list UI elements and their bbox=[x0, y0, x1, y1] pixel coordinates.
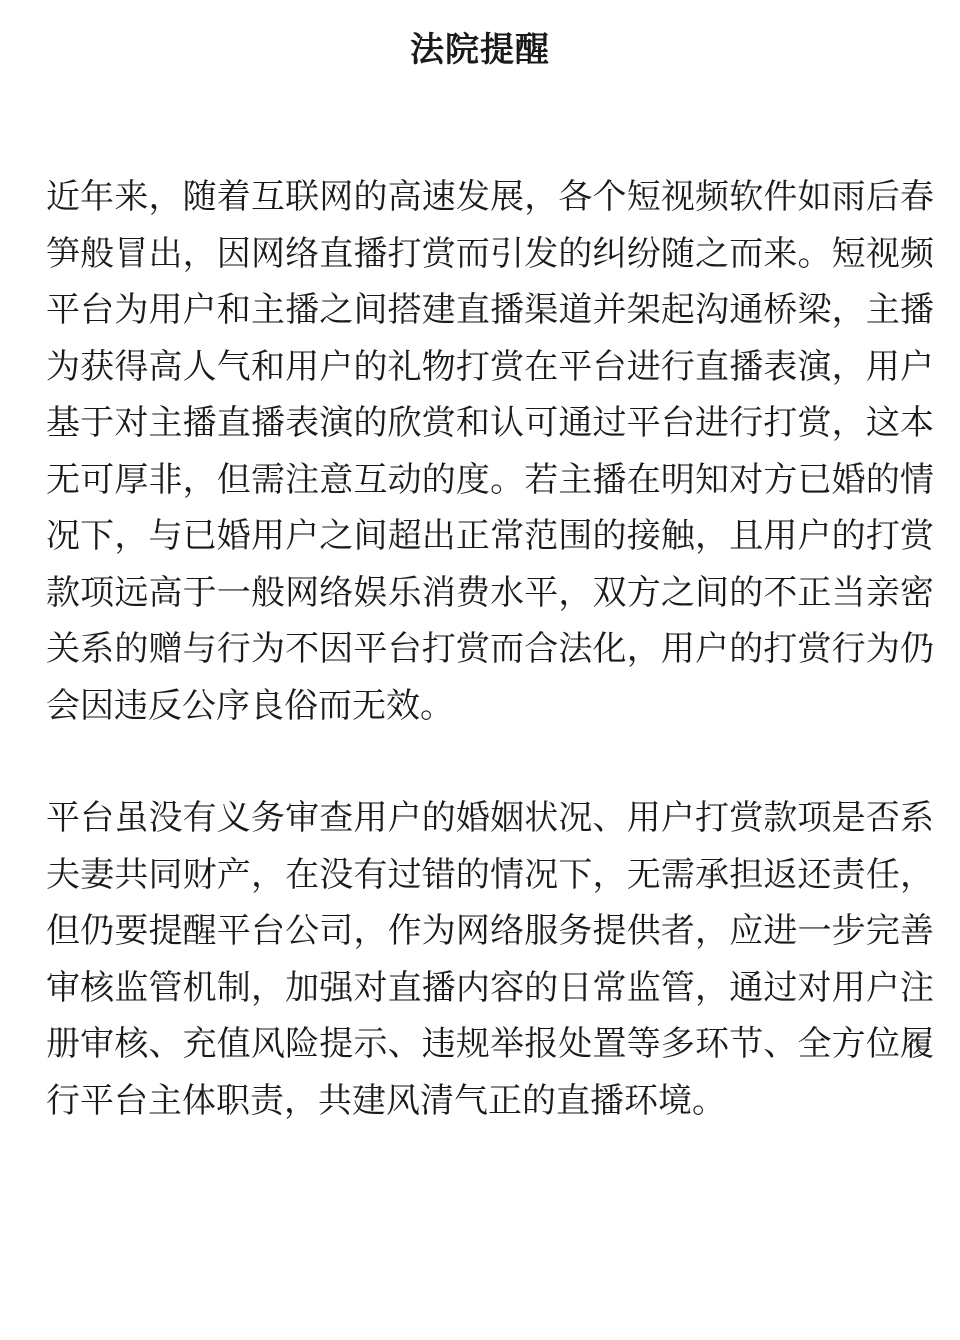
article-paragraph-1: 近年来，随着互联网的高速发展，各个短视频软件如雨后春笋般冒出，因网络直播打赏而引发的纠纷随之而来。短视频平台为用户和主播之间搭建直播渠道并架起沟通桥梁，主播为获得高人气和用户的礼物打赏在平台进行直播表演，用户基于对主播直播表演的欣赏和认可通过平台进行打赏，这本无可厚非，但需注意互动的度。若主播在明知对方已婚的情况下，与已婚用户之间超出正常范围的接触，且用户的打赏款项远高于一般网络娱乐消费水平，双方之间的不正当亲密关系的赠与行为不因平台打赏而合法化，用户的打赏行为仍会因违反公序良俗而无效。 bbox=[46, 177, 934, 726]
article-paragraph-2: 平台虽没有义务审查用户的婚姻状况、用户打赏款项是否系夫妻共同财产，在没有过错的情况下，无需承担返还责任，但仍要提醒平台公司，作为网络服务提供者，应进一步完善审核监管机制，加强对直播内容的日常监管，通过对用户注册审核、充值风险提示、违规举报处置等多环节、全方位履行平台主体职责，共建风清气正的直播环境。 bbox=[46, 798, 934, 1121]
article-title: 法院提醒 bbox=[410, 30, 550, 70]
